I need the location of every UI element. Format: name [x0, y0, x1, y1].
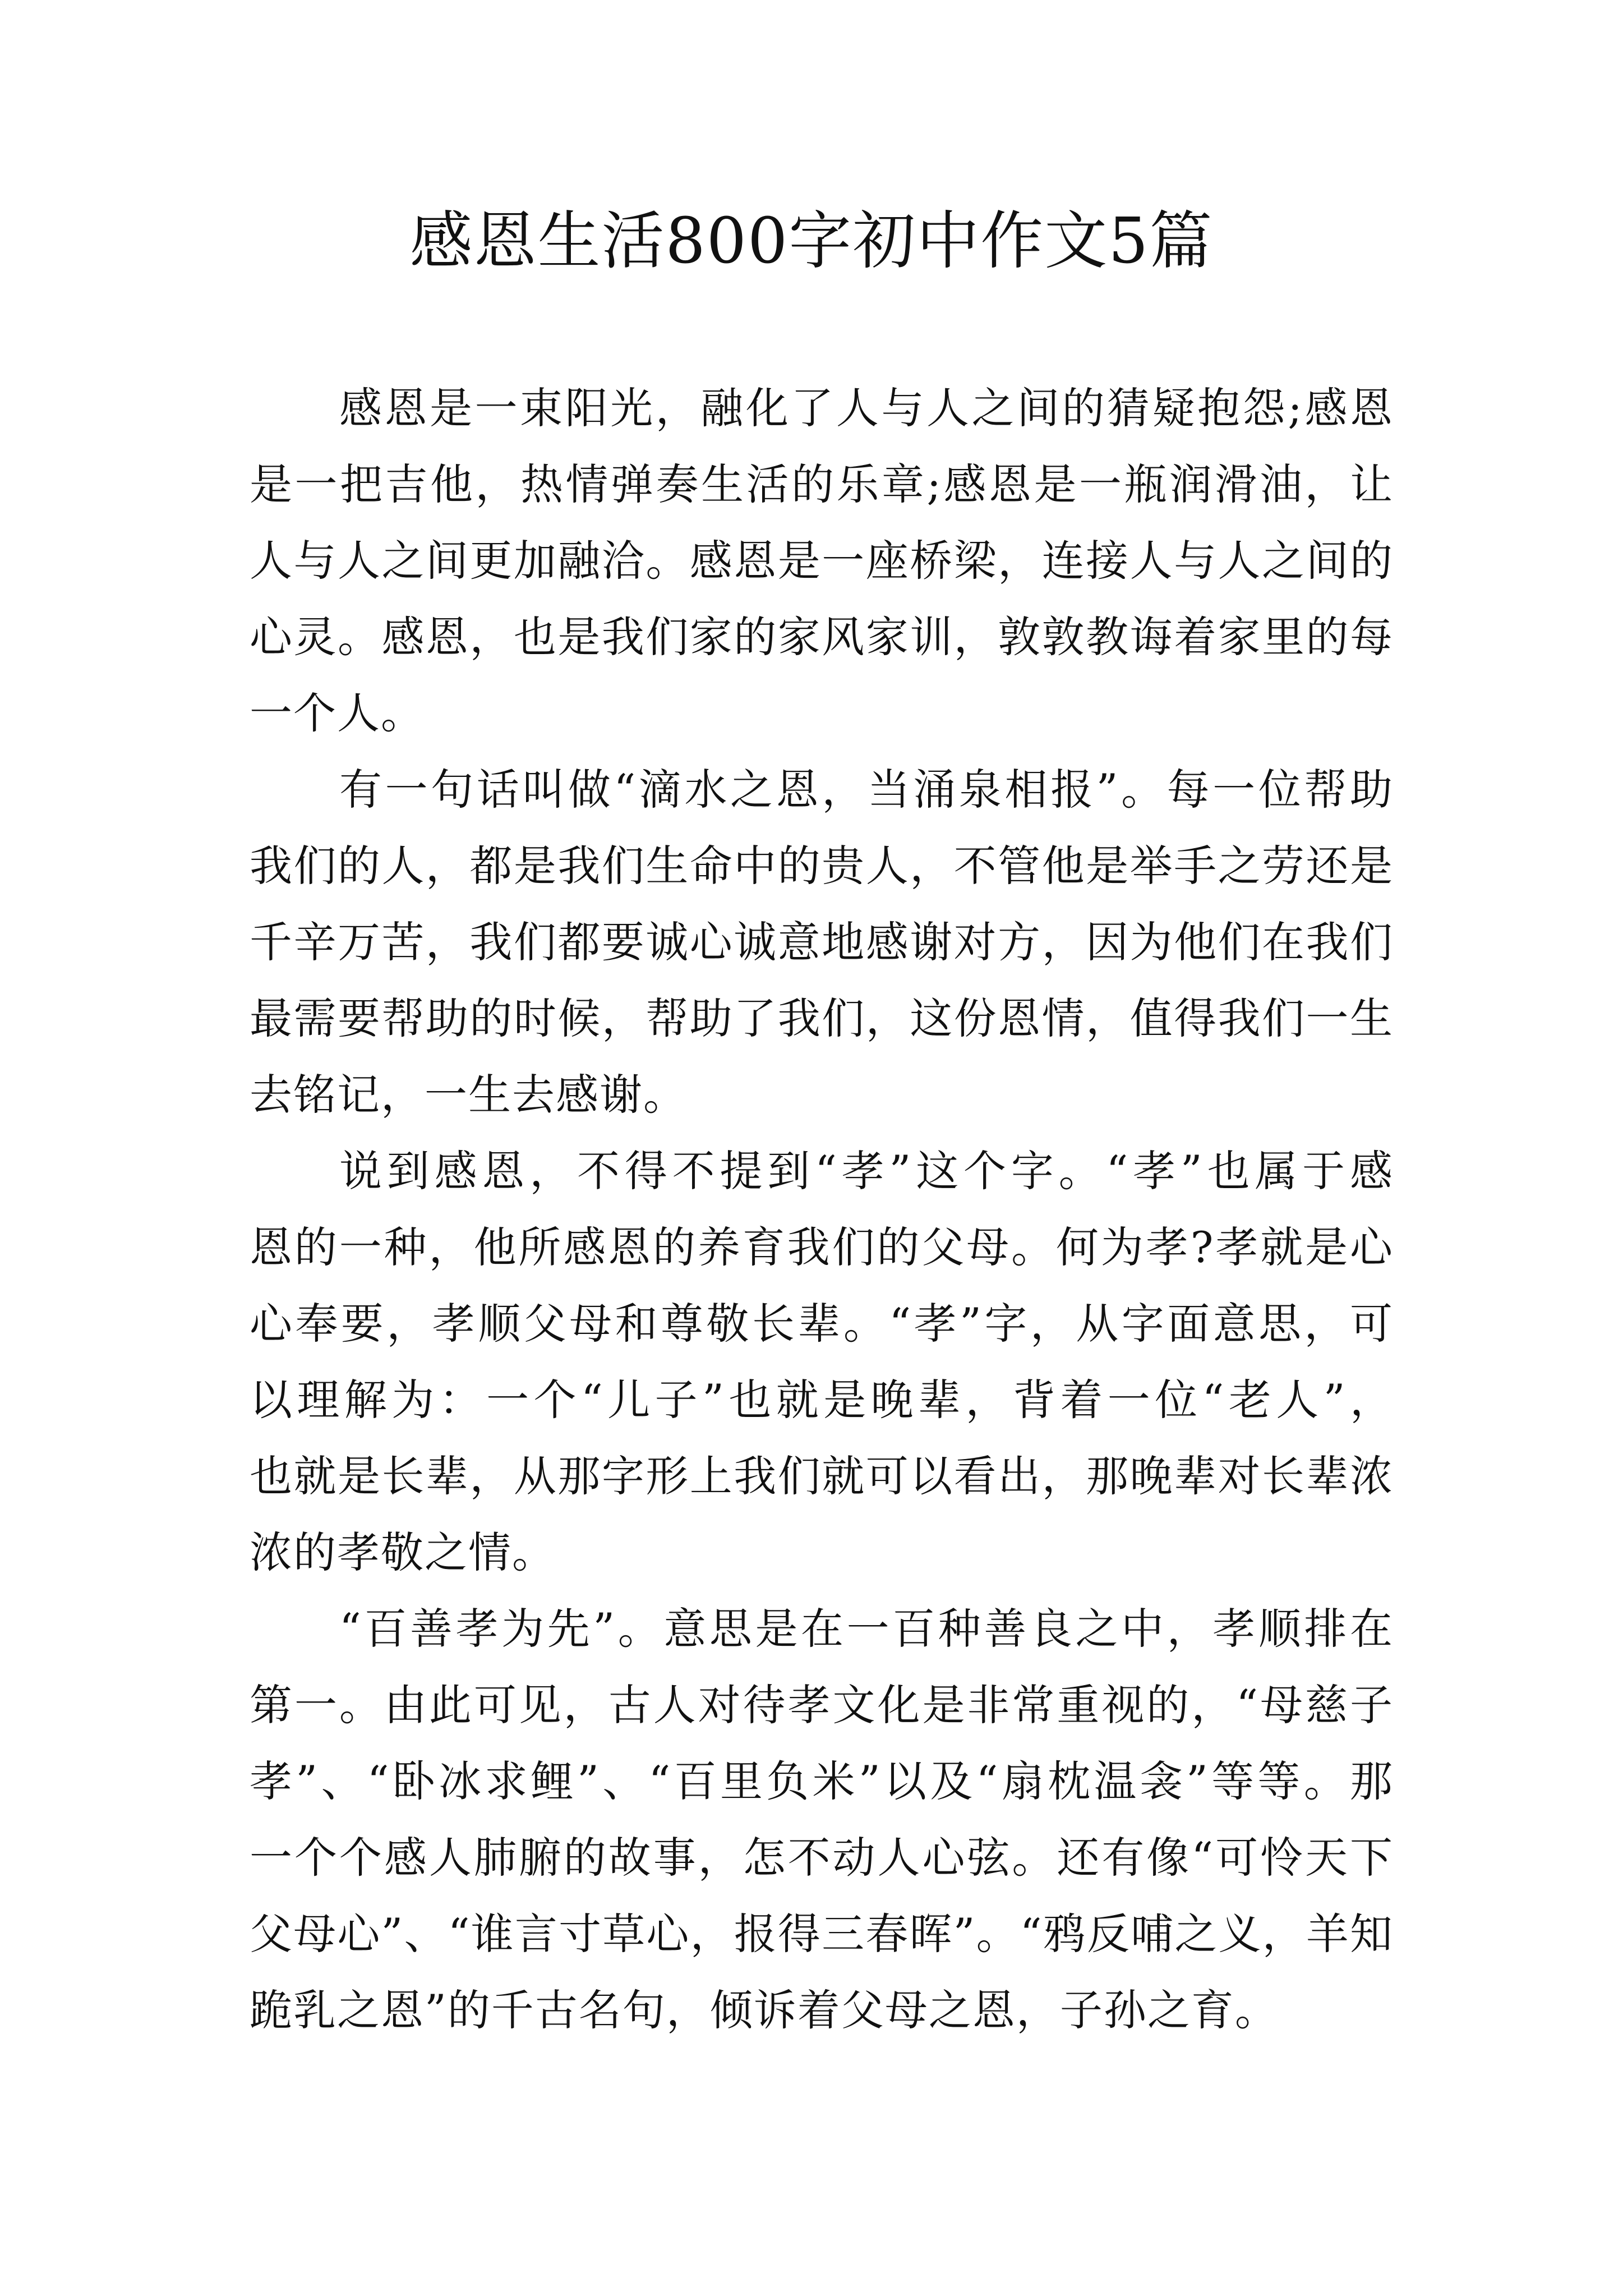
- text-line: 去铭记，一生去感谢。: [250, 1070, 687, 1120]
- text-line: 也就是长辈，从那字形上我们就可以看出，那晚辈对长辈浓: [250, 1451, 1394, 1501]
- text-line: 千辛万苦，我们都要诚心诚意地感谢对方，因为他们在我们: [250, 917, 1394, 967]
- text-line: 孝”、“卧冰求鲤”、“百里负米”以及“扇枕温衾”等等。那: [250, 1756, 1394, 1806]
- text-line: 父母心”、“谁言寸草心，报得三春晖”。“鸦反哺之义，羊知: [250, 1909, 1394, 1959]
- text-line: 浓的孝敬之情。: [250, 1527, 556, 1577]
- text-line: 第一。由此可见，古人对待孝文化是非常重视的，“母慈子: [250, 1680, 1394, 1730]
- text-line: 恩的一种，他所感恩的养育我们的父母。何为孝?孝就是心: [250, 1222, 1394, 1272]
- text-line: 以理解为：一个“儿子”也就是晚辈，背着一位“老人”，: [250, 1375, 1394, 1425]
- text-line: 我们的人，都是我们生命中的贵人，不管他是举手之劳还是: [250, 841, 1394, 891]
- text-line: 最需要帮助的时候，帮助了我们，这份恩情，值得我们一生: [250, 993, 1394, 1043]
- text-line: 感恩是一束阳光，融化了人与人之间的猜疑抱怨;感恩: [339, 383, 1394, 433]
- text-line: 跪乳之恩”的千古名句，倾诉着父母之恩，子孙之育。: [250, 1985, 1279, 2035]
- text-line: 心灵。感恩，也是我们家的家风家训，敦敦教诲着家里的每: [250, 612, 1394, 662]
- paragraph-1: [250, 370, 1394, 752]
- text-line: 人与人之间更加融洽。感恩是一座桥梁，连接人与人之间的: [250, 536, 1394, 586]
- text-line: “百善孝为先”。意思是在一百种善良之中，孝顺排在: [339, 1604, 1394, 1654]
- paragraph-2: [250, 752, 1394, 1133]
- text-line: 心奉要，孝顺父母和尊敬长辈。“孝”字，从字面意思，可: [250, 1299, 1394, 1349]
- paragraph-3: [250, 1133, 1394, 1591]
- paragraph-4: [250, 1591, 1394, 2049]
- text-line: 说到感恩，不得不提到“孝”这个字。“孝”也属于感: [339, 1146, 1394, 1196]
- text-line: 有一句话叫做“滴水之恩，当涌泉相报”。每一位帮助: [339, 765, 1394, 815]
- document-body: [250, 370, 1394, 2049]
- text-line: 是一把吉他，热情弹奏生活的乐章;感恩是一瓶润滑油，让: [250, 459, 1394, 509]
- text-line: 一个个感人肺腑的故事，怎不动人心弦。还有像“可怜天下: [250, 1833, 1394, 1883]
- text-line: 一个人。: [250, 688, 425, 738]
- document-title: 感恩生活800字初中作文5篇: [409, 205, 1214, 278]
